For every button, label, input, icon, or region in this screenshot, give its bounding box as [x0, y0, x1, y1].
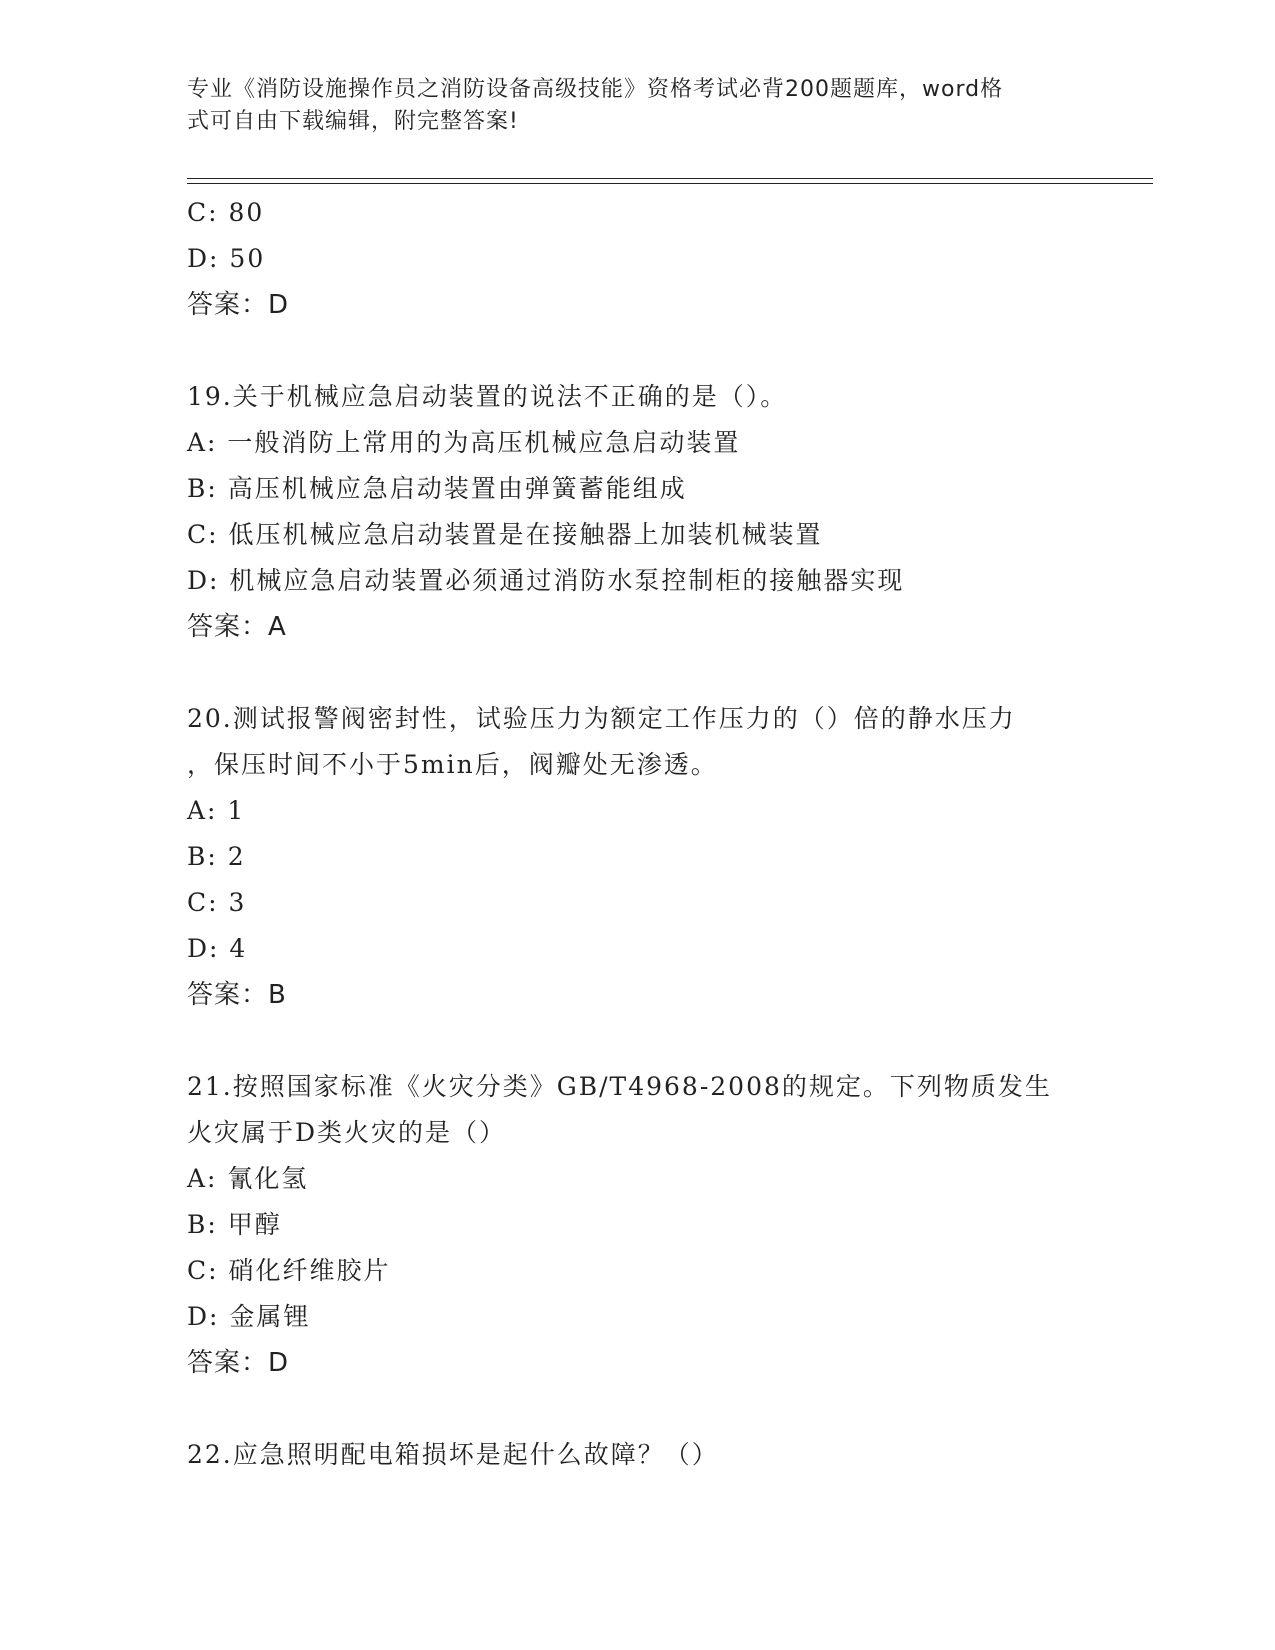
header-rule-top — [187, 178, 1153, 179]
question-19-option-a: A: 一般消防上常用的为高压机械应急启动装置 — [187, 428, 741, 457]
header-rule-bottom — [187, 183, 1153, 184]
question-20-text-line-1: 20.测试报警阀密封性，试验压力为额定工作压力的（）倍的静水压力 — [187, 704, 1016, 733]
question-19-option-b: B: 高压机械应急启动装置由弹簧蓄能组成 — [187, 474, 687, 503]
question-22-text: 22.应急照明配电箱损坏是起什么故障？（） — [187, 1440, 719, 1469]
question-21-option-c: C: 硝化纤维胶片 — [187, 1256, 391, 1285]
spacer — [187, 1018, 1087, 1064]
question-20-text-line-2: ，保压时间不小于5min后，阀瓣处无渗透。 — [187, 750, 718, 779]
question-21-option-d: D: 金属锂 — [187, 1302, 311, 1331]
question-20-option-c: C: 3 — [187, 888, 247, 917]
question-19-answer: 答案：A — [187, 612, 287, 642]
header-line-2: 式可自由下载编辑，附完整答案! — [187, 109, 519, 134]
question-20-option-a: A: 1 — [187, 796, 246, 825]
question-21-option-b: B: 甲醇 — [187, 1210, 282, 1239]
question-19-option-c: C: 低压机械应急启动装置是在接触器上加装机械装置 — [187, 520, 823, 549]
document-header — [187, 74, 1067, 138]
spacer — [187, 1386, 1087, 1432]
question-20-option-b: B: 2 — [187, 842, 246, 871]
question-19-option-d: D: 机械应急启动装置必须通过消防水泵控制柜的接触器实现 — [187, 566, 905, 595]
question-21-text-line-1: 21.按照国家标准《火灾分类》GB/T4968-2008的规定。下列物质发生 — [187, 1072, 1052, 1101]
question-21-text-line-2: 火灾属于D类火灾的是（） — [187, 1118, 507, 1147]
answer-label: 答案：D — [187, 290, 290, 320]
spacer — [187, 650, 1087, 696]
document-body — [187, 190, 1087, 1478]
header-line-1: 专业《消防设施操作员之消防设备高级技能》资格考试必背200题题库，word格 — [187, 77, 1004, 102]
option-d: D: 50 — [187, 244, 266, 273]
option-c: C: 80 — [187, 198, 265, 227]
question-21-option-a: A: 氰化氢 — [187, 1164, 309, 1193]
spacer — [187, 328, 1087, 374]
question-19-text: 19.关于机械应急启动装置的说法不正确的是（）。 — [187, 382, 788, 411]
question-20-option-d: D: 4 — [187, 934, 248, 963]
question-20-answer: 答案：B — [187, 980, 287, 1010]
question-21-answer: 答案：D — [187, 1348, 290, 1378]
